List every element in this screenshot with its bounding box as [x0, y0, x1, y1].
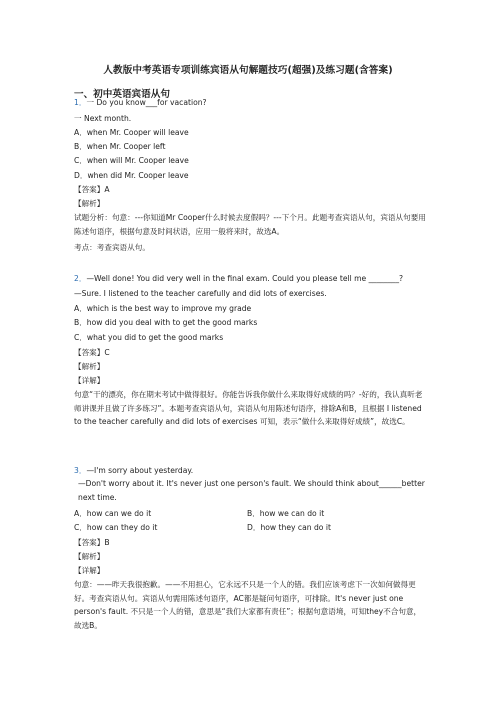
section-heading: 一、初中英语宾语从句 [74, 89, 170, 100]
answer: 【答案】B [74, 538, 110, 547]
analysis-text: 试题分析：句意：---你知道Mr Cooper什么时候去度假吗？---下个月。此题考查宾语从句，宾语从句要用陈述句语序，根据句意及时间状语，应用一般将来时，故选A。 [74, 213, 426, 236]
option-b: B．how did you deal with to get the good marks [74, 318, 258, 327]
question-number: 2． [74, 274, 87, 283]
option-c: C．what you did to get the good marks [74, 333, 224, 342]
answer: 【答案】A [74, 185, 110, 194]
option-b: B．how we can do it [247, 509, 325, 518]
analysis-label: 【解析】 [74, 362, 105, 371]
question-3-reply: —Don't worry about it. It's never just one person's fault. We should think about______better next time. [78, 479, 425, 502]
detail-label: 【详解】 [74, 566, 105, 575]
question-number: 3． [74, 466, 87, 475]
page-title: 人教版中考英语专项训练宾语从句解题技巧(超强)及练习题(含答案) [103, 65, 393, 76]
question-3-stem: 3．—I'm sorry about yesterday. [74, 466, 194, 475]
detail-text: 句意：——昨天我很抱歉。——不用担心，它永远不只是一个人的错。我们应该考虑下一次如何做得更好。考查宾语从句。宾语从句需用陈述句语序，AC都是疑问句语序，可排除。It's never just one person's fault. 不只是一个人的错，意思是“我们大家都有责任”；根据句意语境，可知they不合句意，故选B。 [74, 580, 422, 630]
option-a: A．when Mr. Cooper will leave [74, 128, 189, 137]
question-2-stem: 2．—Well done! You did very well in the final exam. Could you please tell me ________? [74, 274, 404, 283]
option-b: B．when Mr. Cooper left [74, 142, 166, 151]
option-a: A．how can we do it [74, 509, 152, 518]
test-point: 考点：考查宾语从句。 [74, 243, 150, 252]
analysis-label: 【解析】 [74, 552, 105, 561]
question-number: 1． [74, 98, 87, 107]
option-a: A．which is the best way to improve my grade [74, 304, 252, 313]
question-1-stem: 1．一 Do you know___for vacation? [74, 98, 207, 107]
option-c: C．when will Mr. Cooper leave [74, 156, 189, 165]
question-2-reply: —Sure. I listened to the teacher carefully and did lots of exercises. [74, 289, 327, 298]
question-1-reply: 一 Next month. [74, 114, 132, 123]
option-c: C．how can they do it [74, 523, 158, 532]
answer: 【答案】C [74, 348, 110, 357]
analysis-label: 【解析】 [74, 199, 105, 208]
detail-label: 【详解】 [74, 376, 105, 385]
option-d: D．when did Mr. Cooper leave [74, 171, 189, 180]
option-d: D．how they can do it [247, 523, 331, 532]
detail-text: 句意“干的漂亮，你在期末考试中做得很好。你能告诉我你做什么来取得好成绩的吗？-好的，我认真听老师讲课并且做了许多练习”。本题考查宾语从句，宾语从句用陈述句语序，排除A和B，且根据 I listened to the teacher carefully and did lots of exercises 可知，表示“做什么来取得好成绩”，故选C。 [74, 390, 423, 426]
